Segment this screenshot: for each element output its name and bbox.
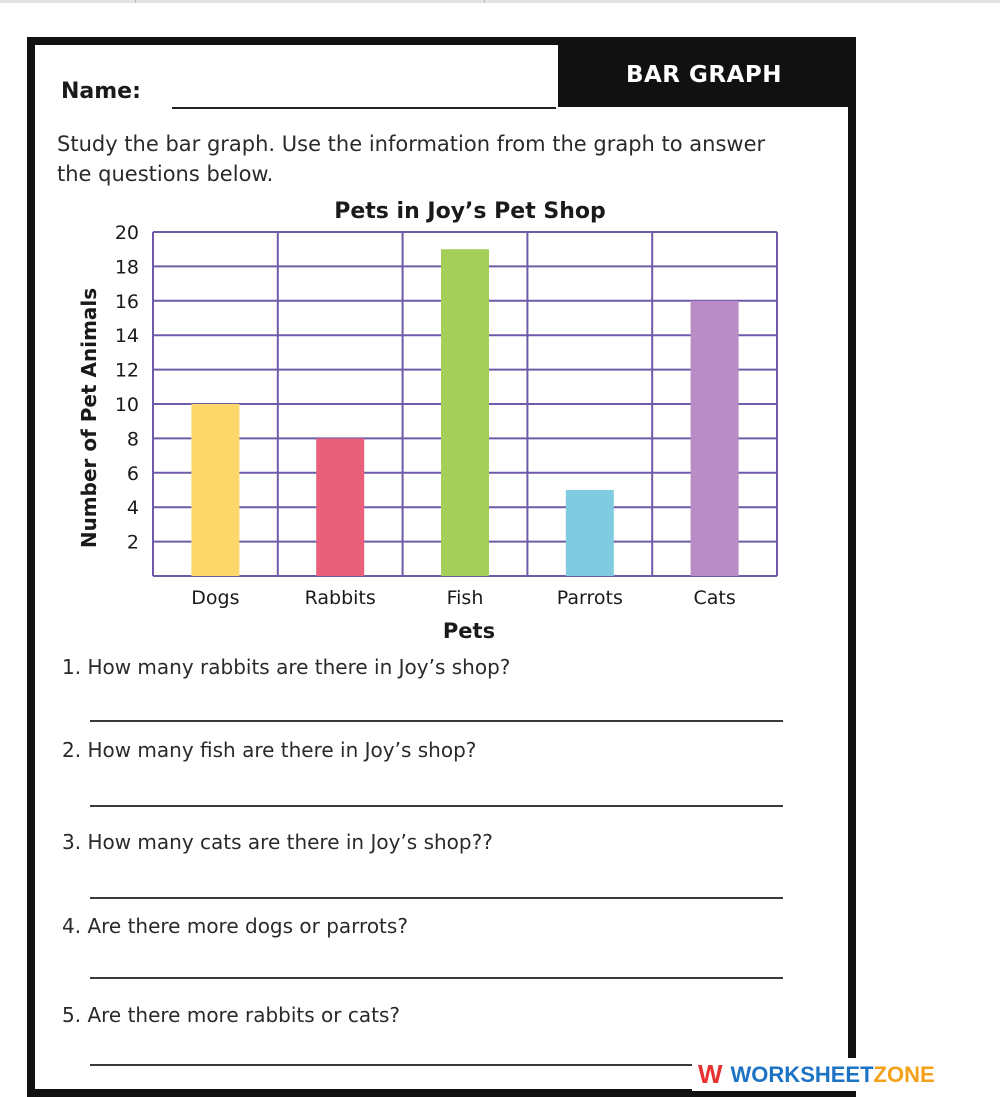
logo-mark-icon: W [698,1059,717,1089]
worksheetzone-logo [692,1058,1000,1091]
y-tick-label: 4 [126,497,139,520]
bar-fish [441,249,489,576]
x-axis-label: Pets [442,619,496,643]
title-badge: BAR GRAPH [558,43,850,107]
y-tick-label: 10 [114,394,139,416]
bar-parrots [566,490,614,576]
answer-line-5[interactable] [90,1064,783,1066]
top-border [0,0,1000,3]
name-label: Name: [61,79,141,104]
y-axis-label: Number of Pet Animals [77,287,101,549]
bar-chart [35,185,848,685]
chart-title: Pets in Joy’s Pet Shop [334,199,606,224]
question-4: 4. Are there more dogs or parrots? [62,914,408,938]
bar-rabbits [316,438,364,576]
y-tick-label: 18 [114,256,139,279]
name-answer-line [172,107,556,109]
top-tick [484,0,485,3]
bar-cats [691,301,739,576]
x-tick-label: Parrots [556,587,623,609]
answer-line-3[interactable] [90,897,783,899]
x-tick-label: Rabbits [304,587,376,609]
x-tick-label: Cats [693,587,736,609]
logo-word-1: WORKSHEET [730,1061,874,1087]
y-tick-label: 2 [126,531,139,554]
x-tick-label: Fish [446,587,484,609]
question-3: 3. How many cats are there in Joy’s shop?? [62,830,493,854]
y-tick-label: 14 [114,325,139,348]
bars [191,249,738,576]
question-2: 2. How many fish are there in Joy’s shop? [62,738,477,762]
logo-word-2: ZONE [873,1061,935,1087]
y-tick-label: 16 [114,290,139,313]
y-tick-label: 12 [114,359,139,382]
answer-line-1[interactable] [90,720,783,722]
y-tick-label: 8 [126,428,139,451]
answer-line-2[interactable] [90,805,783,807]
worksheet [27,37,856,1097]
instructions: Study the bar graph. Use the information from the graph to answer the questions below. [57,132,766,186]
top-tick [135,0,136,3]
y-tick-label: 6 [126,462,139,485]
question-1: 1. How many rabbits are there in Joy’s shop? [62,655,511,679]
y-tick-label: 20 [114,222,139,244]
bar-dogs [191,404,239,576]
question-5: 5. Are there more rabbits or cats? [62,1003,400,1027]
x-tick-label: Dogs [191,587,240,609]
answer-line-4[interactable] [90,977,783,979]
